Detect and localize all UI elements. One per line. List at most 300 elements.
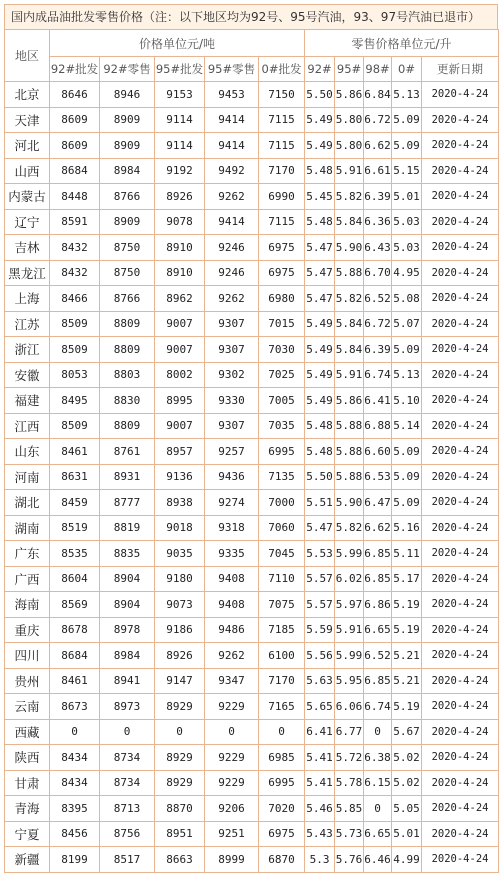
update-date-cell: 2020-4-24: [422, 770, 499, 796]
wholesale-95-cell: 8995: [155, 388, 205, 414]
table-body: [5, 82, 499, 873]
retail-92-ton-cell: 8904: [100, 566, 155, 592]
retail-98-cell: 6.72: [364, 107, 392, 133]
update-date-cell: 2020-4-24: [422, 209, 499, 235]
retail-92-ton-cell: 8941: [100, 668, 155, 694]
retail-98-cell: 6.43: [364, 235, 392, 261]
wholesale-95-cell: 8926: [155, 643, 205, 669]
table-title: 国内成品油批发零售价格（注：以下地区均为92号、95号汽油，93、97号汽油已退市）: [4, 4, 498, 29]
retail-92-ton-cell: 8517: [100, 847, 155, 873]
region-cell: 黑龙江: [5, 260, 50, 286]
retail-92-ton-cell: 8978: [100, 617, 155, 643]
wholesale-0-cell: 6990: [259, 184, 305, 210]
retail-95-cell: 5.86: [335, 82, 364, 108]
retail-92-ton-cell: 8734: [100, 745, 155, 771]
retail-95-ton-cell: 9408: [205, 592, 259, 618]
retail-0-cell: 5.07: [392, 311, 422, 337]
update-date-cell: 2020-4-24: [422, 107, 499, 133]
retail-95-cell: 5.84: [335, 311, 364, 337]
retail-92-cell: 5.49: [305, 337, 335, 363]
retail-92-cell: 5.49: [305, 133, 335, 159]
wholesale-92-cell: 8466: [50, 286, 100, 312]
retail-95-cell: 5.80: [335, 133, 364, 159]
column-header: 92#批发: [50, 57, 100, 82]
table-row: [5, 490, 499, 516]
wholesale-92-cell: 8053: [50, 362, 100, 388]
retail-92-cell: 5.47: [305, 260, 335, 286]
region-cell: 青海: [5, 796, 50, 822]
table-row: [5, 668, 499, 694]
retail-92-ton-cell: 8761: [100, 439, 155, 465]
table-row: [5, 719, 499, 745]
region-header: 地区: [5, 30, 50, 82]
column-header: 95#批发: [155, 57, 205, 82]
retail-95-ton-cell: 9414: [205, 107, 259, 133]
retail-92-ton-cell: 8734: [100, 770, 155, 796]
region-cell: 广西: [5, 566, 50, 592]
wholesale-95-cell: 9073: [155, 592, 205, 618]
update-date-cell: 2020-4-24: [422, 158, 499, 184]
retail-0-cell: 5.09: [392, 439, 422, 465]
retail-92-cell: 5.51: [305, 490, 335, 516]
retail-0-cell: 5.19: [392, 694, 422, 720]
retail-95-cell: 5.90: [335, 490, 364, 516]
region-cell: 江西: [5, 413, 50, 439]
wholesale-95-cell: 8951: [155, 821, 205, 847]
retail-0-cell: 5.67: [392, 719, 422, 745]
retail-0-cell: 4.99: [392, 847, 422, 873]
retail-95-cell: 5.82: [335, 184, 364, 210]
region-cell: 广东: [5, 541, 50, 567]
retail-95-ton-cell: 9414: [205, 209, 259, 235]
retail-92-ton-cell: 8909: [100, 209, 155, 235]
wholesale-0-cell: 7015: [259, 311, 305, 337]
retail-92-cell: 5.48: [305, 439, 335, 465]
wholesale-92-cell: 8434: [50, 770, 100, 796]
retail-95-cell: 5.88: [335, 413, 364, 439]
region-cell: 北京: [5, 82, 50, 108]
wholesale-92-cell: 8631: [50, 464, 100, 490]
retail-0-cell: 5.02: [392, 745, 422, 771]
wholesale-92-cell: 8461: [50, 668, 100, 694]
retail-0-cell: 5.13: [392, 82, 422, 108]
retail-98-cell: 6.46: [364, 847, 392, 873]
wholesale-95-cell: 9114: [155, 107, 205, 133]
retail-98-cell: 6.62: [364, 515, 392, 541]
wholesale-95-cell: 9153: [155, 82, 205, 108]
wholesale-0-cell: 7115: [259, 133, 305, 159]
retail-98-cell: 0: [364, 796, 392, 822]
wholesale-0-cell: 7025: [259, 362, 305, 388]
fuel-price-table: [4, 29, 499, 873]
wholesale-92-cell: 8519: [50, 515, 100, 541]
retail-95-ton-cell: 9274: [205, 490, 259, 516]
wholesale-92-cell: 8646: [50, 82, 100, 108]
retail-92-ton-cell: 8830: [100, 388, 155, 414]
wholesale-92-cell: 8684: [50, 643, 100, 669]
retail-98-cell: 6.65: [364, 821, 392, 847]
table-row: [5, 617, 499, 643]
update-date-cell: 2020-4-24: [422, 821, 499, 847]
retail-95-cell: 5.95: [335, 668, 364, 694]
retail-95-ton-cell: 8999: [205, 847, 259, 873]
retail-98-cell: 6.39: [364, 337, 392, 363]
retail-92-ton-cell: 8713: [100, 796, 155, 822]
table-row: [5, 107, 499, 133]
wholesale-95-cell: 8910: [155, 260, 205, 286]
wholesale-95-cell: 9007: [155, 337, 205, 363]
wholesale-0-cell: 7075: [259, 592, 305, 618]
retail-95-ton-cell: 9492: [205, 158, 259, 184]
retail-92-cell: 5.48: [305, 158, 335, 184]
wholesale-92-cell: 8432: [50, 260, 100, 286]
retail-92-ton-cell: 8984: [100, 158, 155, 184]
retail-95-ton-cell: 9262: [205, 643, 259, 669]
table-row: [5, 643, 499, 669]
wholesale-95-cell: 8929: [155, 745, 205, 771]
region-cell: 云南: [5, 694, 50, 720]
region-cell: 甘肃: [5, 770, 50, 796]
table-row: [5, 694, 499, 720]
retail-95-cell: 5.82: [335, 286, 364, 312]
update-date-cell: 2020-4-24: [422, 260, 499, 286]
wholesale-0-cell: 7060: [259, 515, 305, 541]
retail-92-cell: 5.50: [305, 82, 335, 108]
column-header: 92#零售: [100, 57, 155, 82]
retail-98-cell: 6.86: [364, 592, 392, 618]
retail-98-cell: 6.85: [364, 668, 392, 694]
wholesale-92-cell: 8673: [50, 694, 100, 720]
region-cell: 天津: [5, 107, 50, 133]
retail-95-cell: 5.99: [335, 643, 364, 669]
wholesale-95-cell: 8870: [155, 796, 205, 822]
retail-0-cell: 5.09: [392, 107, 422, 133]
region-cell: 河北: [5, 133, 50, 159]
table-row: [5, 133, 499, 159]
retail-92-ton-cell: 8973: [100, 694, 155, 720]
update-date-cell: 2020-4-24: [422, 413, 499, 439]
retail-0-cell: 5.21: [392, 668, 422, 694]
retail-0-cell: 5.09: [392, 337, 422, 363]
table-row: [5, 337, 499, 363]
retail-0-cell: 5.13: [392, 362, 422, 388]
retail-98-cell: 6.53: [364, 464, 392, 490]
retail-92-cell: 5.65: [305, 694, 335, 720]
retail-92-cell: 5.3: [305, 847, 335, 873]
retail-95-cell: 5.85: [335, 796, 364, 822]
update-date-cell: 2020-4-24: [422, 694, 499, 720]
wholesale-95-cell: 8929: [155, 770, 205, 796]
wholesale-92-cell: 0: [50, 719, 100, 745]
update-date-cell: 2020-4-24: [422, 464, 499, 490]
region-cell: 山西: [5, 158, 50, 184]
retail-95-cell: 5.88: [335, 464, 364, 490]
retail-92-cell: 5.45: [305, 184, 335, 210]
retail-92-ton-cell: 8835: [100, 541, 155, 567]
wholesale-95-cell: 0: [155, 719, 205, 745]
retail-95-ton-cell: 9246: [205, 260, 259, 286]
wholesale-0-cell: 6995: [259, 439, 305, 465]
update-date-cell: 2020-4-24: [422, 311, 499, 337]
retail-92-ton-cell: 8909: [100, 133, 155, 159]
wholesale-95-cell: 9136: [155, 464, 205, 490]
wholesale-95-cell: 9078: [155, 209, 205, 235]
wholesale-92-cell: 8199: [50, 847, 100, 873]
retail-95-ton-cell: 9347: [205, 668, 259, 694]
retail-98-cell: 6.39: [364, 184, 392, 210]
retail-95-cell: 5.80: [335, 107, 364, 133]
update-date-cell: 2020-4-24: [422, 388, 499, 414]
retail-92-cell: 5.49: [305, 107, 335, 133]
retail-95-ton-cell: 9414: [205, 133, 259, 159]
wholesale-95-cell: 9192: [155, 158, 205, 184]
retail-95-cell: 5.73: [335, 821, 364, 847]
retail-0-cell: 5.03: [392, 235, 422, 261]
region-cell: 吉林: [5, 235, 50, 261]
update-date-cell: 2020-4-24: [422, 796, 499, 822]
retail-95-cell: 6.06: [335, 694, 364, 720]
table-row: [5, 821, 499, 847]
retail-98-cell: 6.85: [364, 541, 392, 567]
retail-95-ton-cell: 9408: [205, 566, 259, 592]
retail-92-ton-cell: 8766: [100, 184, 155, 210]
retail-95-cell: 5.84: [335, 337, 364, 363]
retail-95-ton-cell: 9206: [205, 796, 259, 822]
retail-0-cell: 5.14: [392, 413, 422, 439]
retail-0-cell: 5.19: [392, 617, 422, 643]
retail-92-ton-cell: 8809: [100, 413, 155, 439]
retail-0-cell: 5.03: [392, 209, 422, 235]
retail-98-cell: 6.52: [364, 286, 392, 312]
retail-98-cell: 6.38: [364, 745, 392, 771]
retail-92-cell: 5.49: [305, 362, 335, 388]
retail-92-cell: 5.47: [305, 286, 335, 312]
update-date-cell: 2020-4-24: [422, 643, 499, 669]
wholesale-95-cell: 8910: [155, 235, 205, 261]
retail-98-cell: 6.72: [364, 311, 392, 337]
wholesale-92-cell: 8609: [50, 133, 100, 159]
retail-95-cell: 5.91: [335, 158, 364, 184]
retail-95-ton-cell: 9335: [205, 541, 259, 567]
retail-0-cell: 5.11: [392, 541, 422, 567]
retail-0-cell: 5.01: [392, 821, 422, 847]
retail-95-ton-cell: 9251: [205, 821, 259, 847]
wholesale-92-cell: 8569: [50, 592, 100, 618]
table-row: [5, 439, 499, 465]
wholesale-95-cell: 8002: [155, 362, 205, 388]
wholesale-92-cell: 8609: [50, 107, 100, 133]
retail-95-ton-cell: 9262: [205, 286, 259, 312]
table-row: [5, 592, 499, 618]
region-cell: 新疆: [5, 847, 50, 873]
wholesale-0-cell: 7000: [259, 490, 305, 516]
retail-92-cell: 5.53: [305, 541, 335, 567]
table-row: [5, 286, 499, 312]
retail-98-cell: 6.74: [364, 362, 392, 388]
retail-98-cell: 6.52: [364, 643, 392, 669]
retail-95-ton-cell: 9307: [205, 311, 259, 337]
table-row: [5, 847, 499, 873]
retail-95-cell: 5.99: [335, 541, 364, 567]
table-row: [5, 770, 499, 796]
region-cell: 福建: [5, 388, 50, 414]
retail-group-header: 零售价格单位元/升: [305, 30, 499, 57]
wholesale-95-cell: 8938: [155, 490, 205, 516]
update-date-cell: 2020-4-24: [422, 668, 499, 694]
retail-92-cell: 5.46: [305, 796, 335, 822]
wholesale-92-cell: 8509: [50, 337, 100, 363]
retail-92-ton-cell: 8931: [100, 464, 155, 490]
retail-98-cell: 6.60: [364, 439, 392, 465]
retail-98-cell: 6.41: [364, 388, 392, 414]
wholesale-95-cell: 8929: [155, 694, 205, 720]
retail-92-ton-cell: 8809: [100, 311, 155, 337]
retail-95-ton-cell: 0: [205, 719, 259, 745]
wholesale-95-cell: 9007: [155, 413, 205, 439]
retail-98-cell: 6.65: [364, 617, 392, 643]
table-row: [5, 566, 499, 592]
wholesale-0-cell: 7045: [259, 541, 305, 567]
retail-98-cell: 6.74: [364, 694, 392, 720]
wholesale-0-cell: 6975: [259, 260, 305, 286]
retail-92-cell: 5.57: [305, 592, 335, 618]
table-row: [5, 362, 499, 388]
wholesale-95-cell: 9180: [155, 566, 205, 592]
wholesale-95-cell: 9147: [155, 668, 205, 694]
retail-0-cell: 5.09: [392, 490, 422, 516]
retail-92-cell: 5.59: [305, 617, 335, 643]
table-row: [5, 796, 499, 822]
retail-95-cell: 5.91: [335, 617, 364, 643]
retail-95-ton-cell: 9246: [205, 235, 259, 261]
retail-92-cell: 5.41: [305, 770, 335, 796]
retail-0-cell: 4.95: [392, 260, 422, 286]
wholesale-92-cell: 8509: [50, 413, 100, 439]
table-row: [5, 235, 499, 261]
retail-95-ton-cell: 9436: [205, 464, 259, 490]
retail-98-cell: 6.15: [364, 770, 392, 796]
retail-98-cell: 6.70: [364, 260, 392, 286]
retail-0-cell: 5.01: [392, 184, 422, 210]
retail-92-cell: 5.47: [305, 515, 335, 541]
update-date-cell: 2020-4-24: [422, 847, 499, 873]
retail-0-cell: 5.15: [392, 158, 422, 184]
wholesale-92-cell: 8678: [50, 617, 100, 643]
retail-92-cell: 6.41: [305, 719, 335, 745]
wholesale-92-cell: 8448: [50, 184, 100, 210]
table-row: [5, 515, 499, 541]
region-cell: 海南: [5, 592, 50, 618]
wholesale-92-cell: 8604: [50, 566, 100, 592]
retail-0-cell: 5.10: [392, 388, 422, 414]
wholesale-0-cell: 6975: [259, 821, 305, 847]
wholesale-92-cell: 8432: [50, 235, 100, 261]
wholesale-92-cell: 8509: [50, 311, 100, 337]
region-cell: 重庆: [5, 617, 50, 643]
retail-98-cell: 6.47: [364, 490, 392, 516]
region-cell: 陕西: [5, 745, 50, 771]
retail-95-cell: 5.86: [335, 388, 364, 414]
region-cell: 内蒙古: [5, 184, 50, 210]
wholesale-92-cell: 8434: [50, 745, 100, 771]
region-cell: 湖北: [5, 490, 50, 516]
region-cell: 宁夏: [5, 821, 50, 847]
retail-92-ton-cell: 8777: [100, 490, 155, 516]
wholesale-95-cell: 8962: [155, 286, 205, 312]
retail-0-cell: 5.09: [392, 133, 422, 159]
table-row: [5, 184, 499, 210]
column-header: 0#: [392, 57, 422, 82]
retail-95-cell: 5.84: [335, 209, 364, 235]
retail-98-cell: 6.36: [364, 209, 392, 235]
wholesale-92-cell: 8684: [50, 158, 100, 184]
wholesale-95-cell: 8926: [155, 184, 205, 210]
column-header: 95#零售: [205, 57, 259, 82]
update-date-cell: 2020-4-24: [422, 490, 499, 516]
retail-92-ton-cell: 8946: [100, 82, 155, 108]
wholesale-92-cell: 8395: [50, 796, 100, 822]
retail-92-ton-cell: 8803: [100, 362, 155, 388]
region-cell: 贵州: [5, 668, 50, 694]
retail-92-cell: 5.57: [305, 566, 335, 592]
retail-0-cell: 5.08: [392, 286, 422, 312]
update-date-cell: 2020-4-24: [422, 362, 499, 388]
retail-95-ton-cell: 9262: [205, 184, 259, 210]
column-header: 92#: [305, 57, 335, 82]
wholesale-92-cell: 8535: [50, 541, 100, 567]
table-row: [5, 413, 499, 439]
update-date-cell: 2020-4-24: [422, 541, 499, 567]
retail-95-ton-cell: 9330: [205, 388, 259, 414]
retail-95-cell: 5.76: [335, 847, 364, 873]
retail-95-cell: 5.88: [335, 260, 364, 286]
region-cell: 山东: [5, 439, 50, 465]
update-date-cell: 2020-4-24: [422, 337, 499, 363]
table-row: [5, 209, 499, 235]
region-cell: 西藏: [5, 719, 50, 745]
wholesale-0-cell: 6870: [259, 847, 305, 873]
retail-95-ton-cell: 9257: [205, 439, 259, 465]
region-cell: 安徽: [5, 362, 50, 388]
retail-92-cell: 5.49: [305, 388, 335, 414]
retail-92-cell: 5.48: [305, 413, 335, 439]
retail-0-cell: 5.19: [392, 592, 422, 618]
retail-98-cell: 6.88: [364, 413, 392, 439]
retail-92-cell: 5.43: [305, 821, 335, 847]
region-cell: 浙江: [5, 337, 50, 363]
retail-0-cell: 5.02: [392, 770, 422, 796]
retail-0-cell: 5.21: [392, 643, 422, 669]
retail-92-ton-cell: 8750: [100, 235, 155, 261]
retail-92-ton-cell: 8984: [100, 643, 155, 669]
wholesale-0-cell: 7115: [259, 107, 305, 133]
retail-98-cell: 6.62: [364, 133, 392, 159]
update-date-cell: 2020-4-24: [422, 617, 499, 643]
retail-98-cell: 0: [364, 719, 392, 745]
retail-98-cell: 6.84: [364, 82, 392, 108]
wholesale-0-cell: 7005: [259, 388, 305, 414]
wholesale-92-cell: 8591: [50, 209, 100, 235]
retail-92-cell: 5.49: [305, 311, 335, 337]
wholesale-0-cell: 7030: [259, 337, 305, 363]
region-cell: 辽宁: [5, 209, 50, 235]
wholesale-0-cell: 6980: [259, 286, 305, 312]
wholesale-0-cell: 0: [259, 719, 305, 745]
retail-95-ton-cell: 9307: [205, 413, 259, 439]
retail-95-cell: 5.91: [335, 362, 364, 388]
wholesale-0-cell: 7135: [259, 464, 305, 490]
wholesale-92-cell: 8459: [50, 490, 100, 516]
